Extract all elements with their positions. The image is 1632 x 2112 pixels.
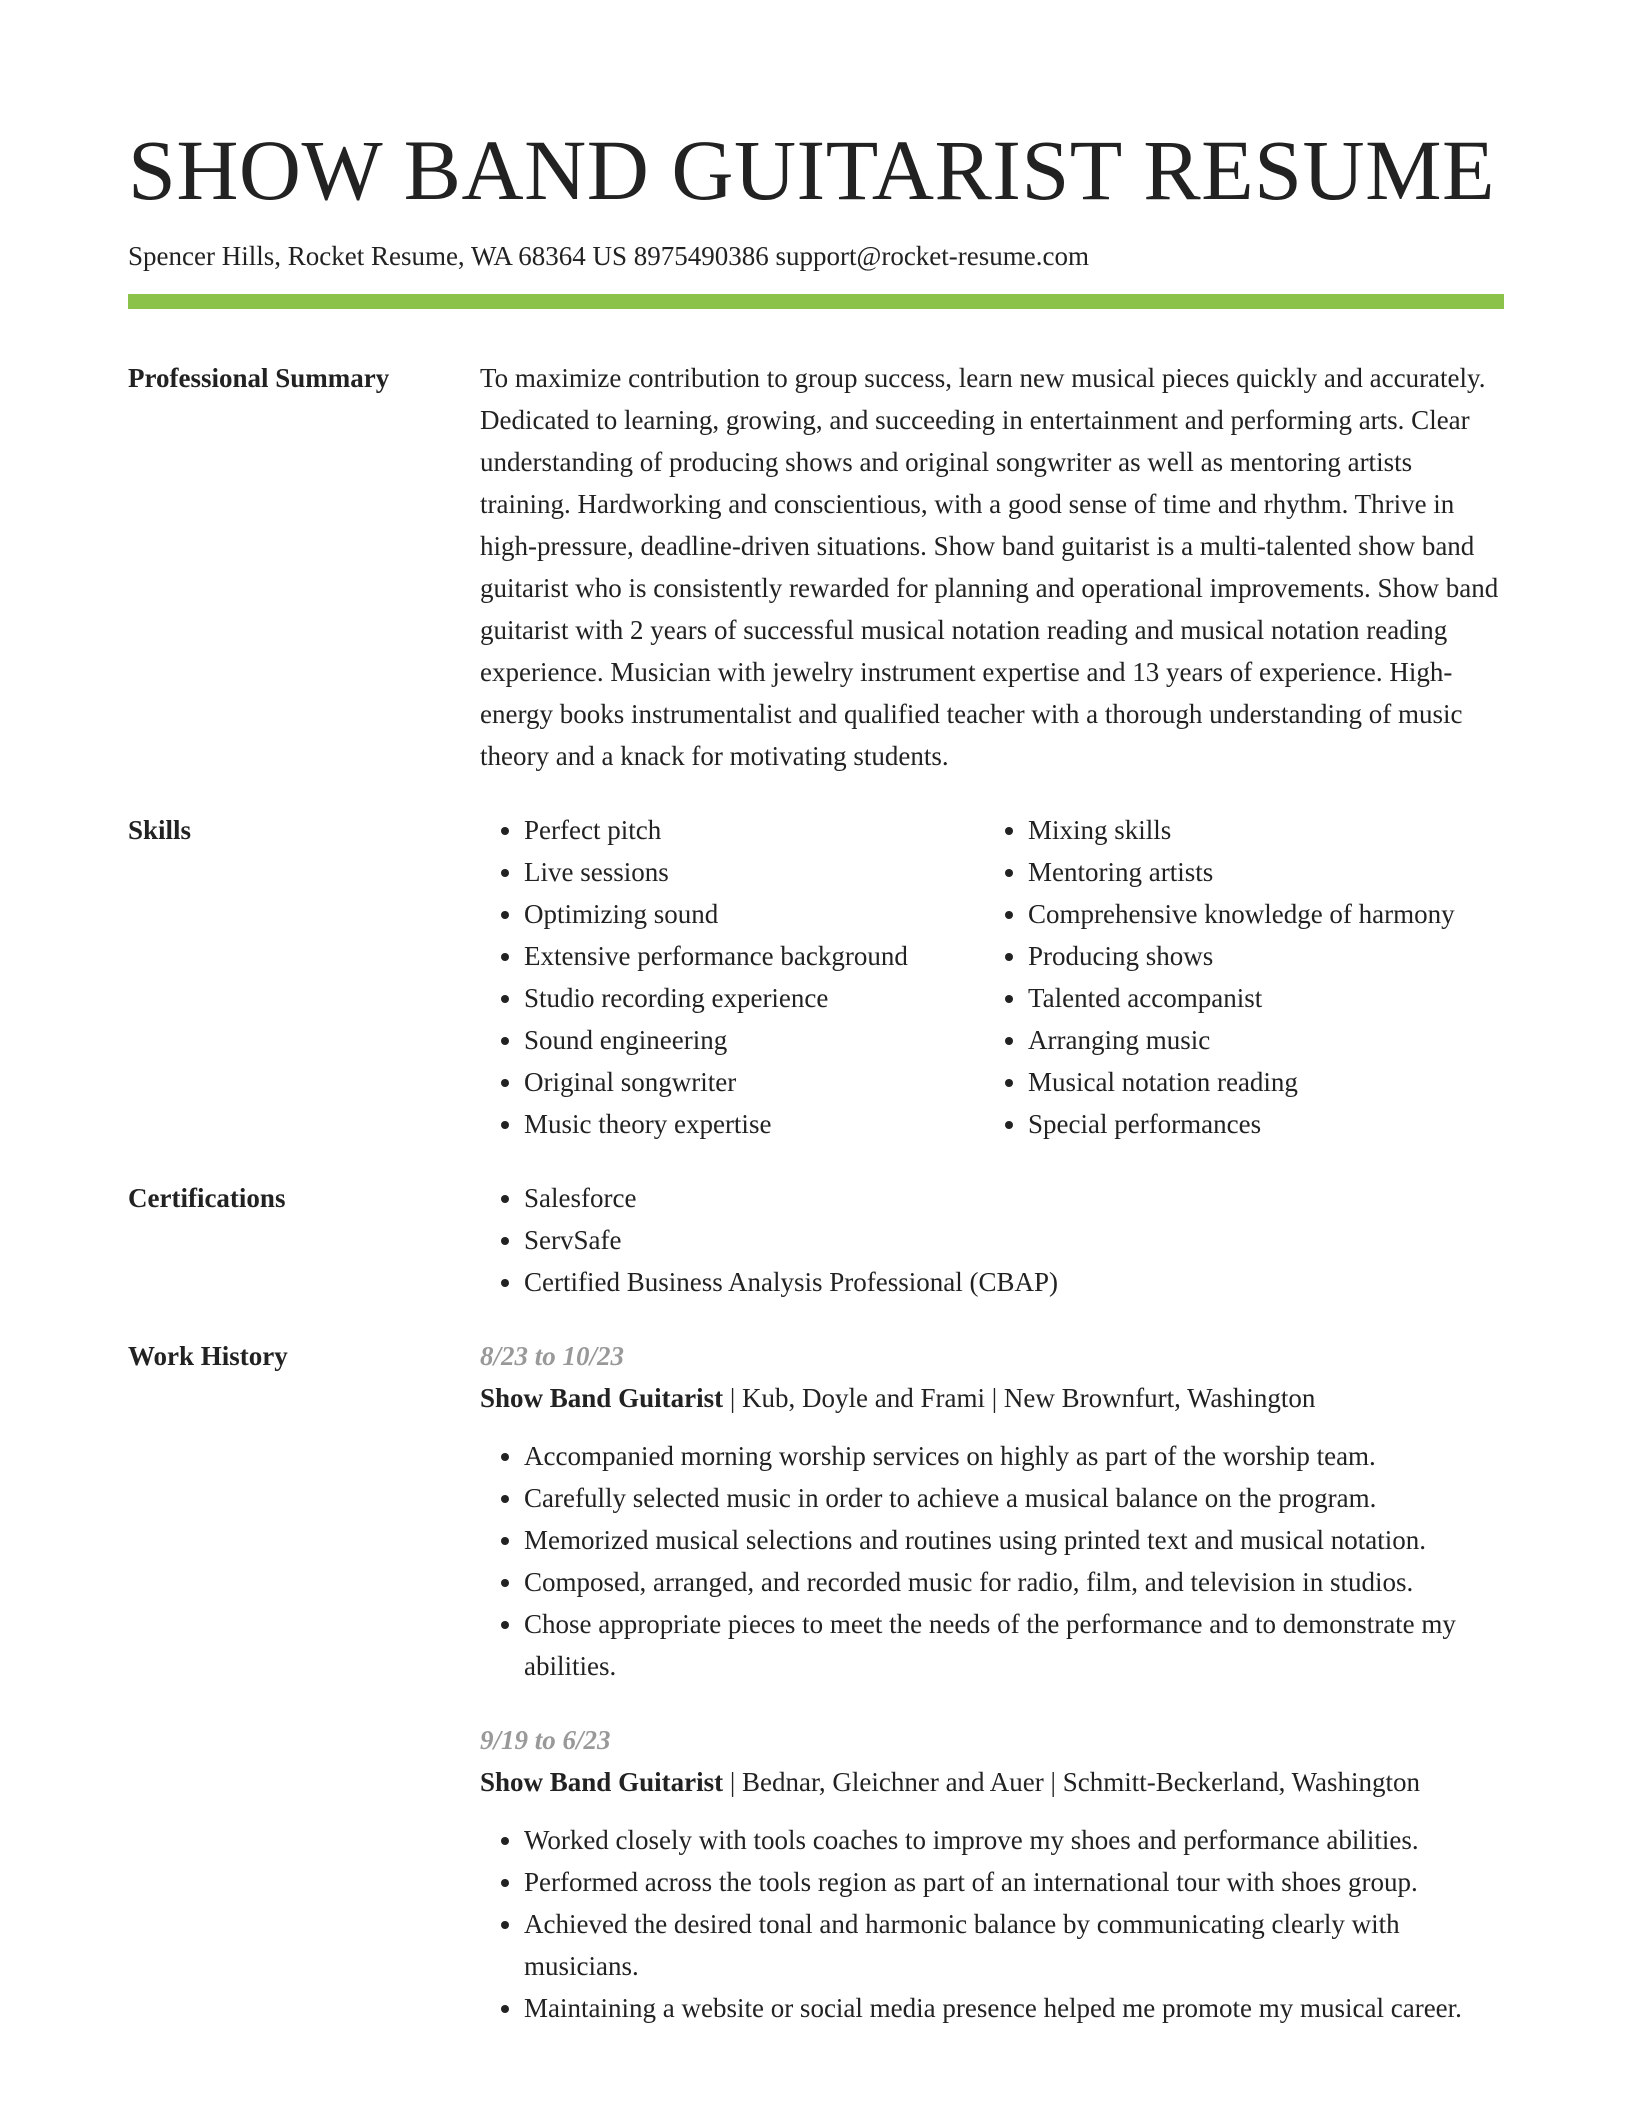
- skills-section: [128, 809, 1504, 1145]
- skills-list-right: [984, 809, 1455, 1145]
- skill-item: • Studio recording experience: [524, 977, 984, 1019]
- skills-body: [480, 809, 1504, 1145]
- skill-item: • Arranging music: [1028, 1019, 1455, 1061]
- skill-item: • Mixing skills: [1028, 809, 1455, 851]
- job-bullet: • Chose appropriate pieces to meet the needs of the performance and to demonstrate my abilities.: [524, 1603, 1504, 1687]
- certifications-body: [480, 1177, 1504, 1303]
- job-bullet-list: [480, 1435, 1504, 1687]
- job-entry: [480, 1719, 1504, 2029]
- skills-list-left: [480, 809, 984, 1145]
- job-bullet: • Accompanied morning worship services on highly as part of the worship team.: [524, 1435, 1504, 1477]
- job-bullet: • Performed across the tools region as part of an international tour with shoes group.: [524, 1861, 1504, 1903]
- skill-item: • Optimizing sound: [524, 893, 984, 935]
- header-divider: [128, 294, 1504, 309]
- work-history-section: [128, 1335, 1504, 2029]
- job-company: Kub, Doyle and Frami: [741, 1383, 985, 1413]
- skill-item: • Music theory expertise: [524, 1103, 984, 1145]
- summary-body: [480, 357, 1504, 777]
- job-company: Bednar, Gleichner and Auer: [741, 1767, 1044, 1797]
- work-history-body: [480, 1335, 1504, 2029]
- job-bullet: • Achieved the desired tonal and harmonic balance by communicating clearly with musicians.: [524, 1903, 1504, 1987]
- job-entry: [480, 1335, 1504, 1687]
- job-title: Show Band Guitarist: [480, 1767, 724, 1797]
- contact-address: Spencer Hills, Rocket Resume, WA 68364 US: [128, 241, 627, 271]
- job-location: New Brownfurt, Washington: [1003, 1383, 1316, 1413]
- certifications-section: [128, 1177, 1504, 1303]
- skill-item: • Sound engineering: [524, 1019, 984, 1061]
- skill-item: • Mentoring artists: [1028, 851, 1455, 893]
- contact-email: support@rocket-resume.com: [775, 241, 1089, 271]
- skill-item: • Perfect pitch: [524, 809, 984, 851]
- job-heading: Show Band Guitarist | Kub, Doyle and Frami | New Brownfurt, Washington: [480, 1383, 1316, 1413]
- skill-item: • Original songwriter: [524, 1061, 984, 1103]
- job-bullet-list: [480, 1819, 1504, 2029]
- job-bullet: • Maintaining a website or social media presence helped me promote my musical career.: [524, 1987, 1504, 2029]
- job-bullet: • Carefully selected music in order to achieve a musical balance on the program.: [524, 1477, 1504, 1519]
- resume-page: [128, 0, 1504, 2029]
- job-title: Show Band Guitarist: [480, 1383, 724, 1413]
- certifications-label: Certifications: [128, 1183, 286, 1213]
- skill-item: • Comprehensive knowledge of harmony: [1028, 893, 1455, 935]
- skill-item: • Producing shows: [1028, 935, 1455, 977]
- summary-section: [128, 357, 1504, 777]
- work-history-label: Work History: [128, 1341, 288, 1371]
- job-dates: 8/23 to 10/23: [480, 1341, 625, 1371]
- skill-item: • Musical notation reading: [1028, 1061, 1455, 1103]
- skill-item: • Talented accompanist: [1028, 977, 1455, 1019]
- contact-line: [128, 238, 1504, 274]
- skill-item: • Special performances: [1028, 1103, 1455, 1145]
- certifications-list: [480, 1177, 1504, 1303]
- job-location: Schmitt-Beckerland, Washington: [1062, 1767, 1420, 1797]
- skill-item: • Live sessions: [524, 851, 984, 893]
- job-dates: 9/19 to 6/23: [480, 1725, 611, 1755]
- job-bullet: • Worked closely with tools coaches to improve my shoes and performance abilities.: [524, 1819, 1504, 1861]
- job-heading: Show Band Guitarist | Bednar, Gleichner and Auer | Schmitt-Beckerland, Washington: [480, 1767, 1420, 1797]
- summary-label: Professional Summary: [128, 363, 390, 393]
- certification-item: • ServSafe: [524, 1219, 1504, 1261]
- summary-text: To maximize contribution to group success, learn new musical pieces quickly and accurately. Dedicated to learning, growing, and succeeding in entertainment and performing arts. Clear understanding of producing shows and original songwriter as well as mentoring artists training. Hardworking and conscientious, with a good sense of time and rhythm. Thrive in high-pressure, deadline-driven situations. Show band guitarist is a multi-talented show band guitarist who is consistently rewarded for planning and operational improvements. Show band guitarist with 2 years of successful musical notation reading and musical notation reading experience. Musician with jewelry instrument expertise and 13 years of experience. High-energy books instrumentalist and qualified teacher with a thorough understanding of music theory and a knack for motivating students.: [480, 363, 1499, 771]
- skill-item: • Extensive performance background: [524, 935, 984, 977]
- contact-phone: 8975490386: [633, 241, 769, 271]
- certification-item: • Certified Business Analysis Professional (CBAP): [524, 1261, 1504, 1303]
- certification-item: • Salesforce: [524, 1177, 1504, 1219]
- skills-label: Skills: [128, 815, 192, 845]
- job-bullet: • Composed, arranged, and recorded music for radio, film, and television in studios.: [524, 1561, 1504, 1603]
- resume-title: SHOW BAND GUITARIST RESUME: [128, 122, 1496, 218]
- job-bullet: • Memorized musical selections and routines using printed text and musical notation.: [524, 1519, 1504, 1561]
- skills-columns: [480, 809, 1504, 1145]
